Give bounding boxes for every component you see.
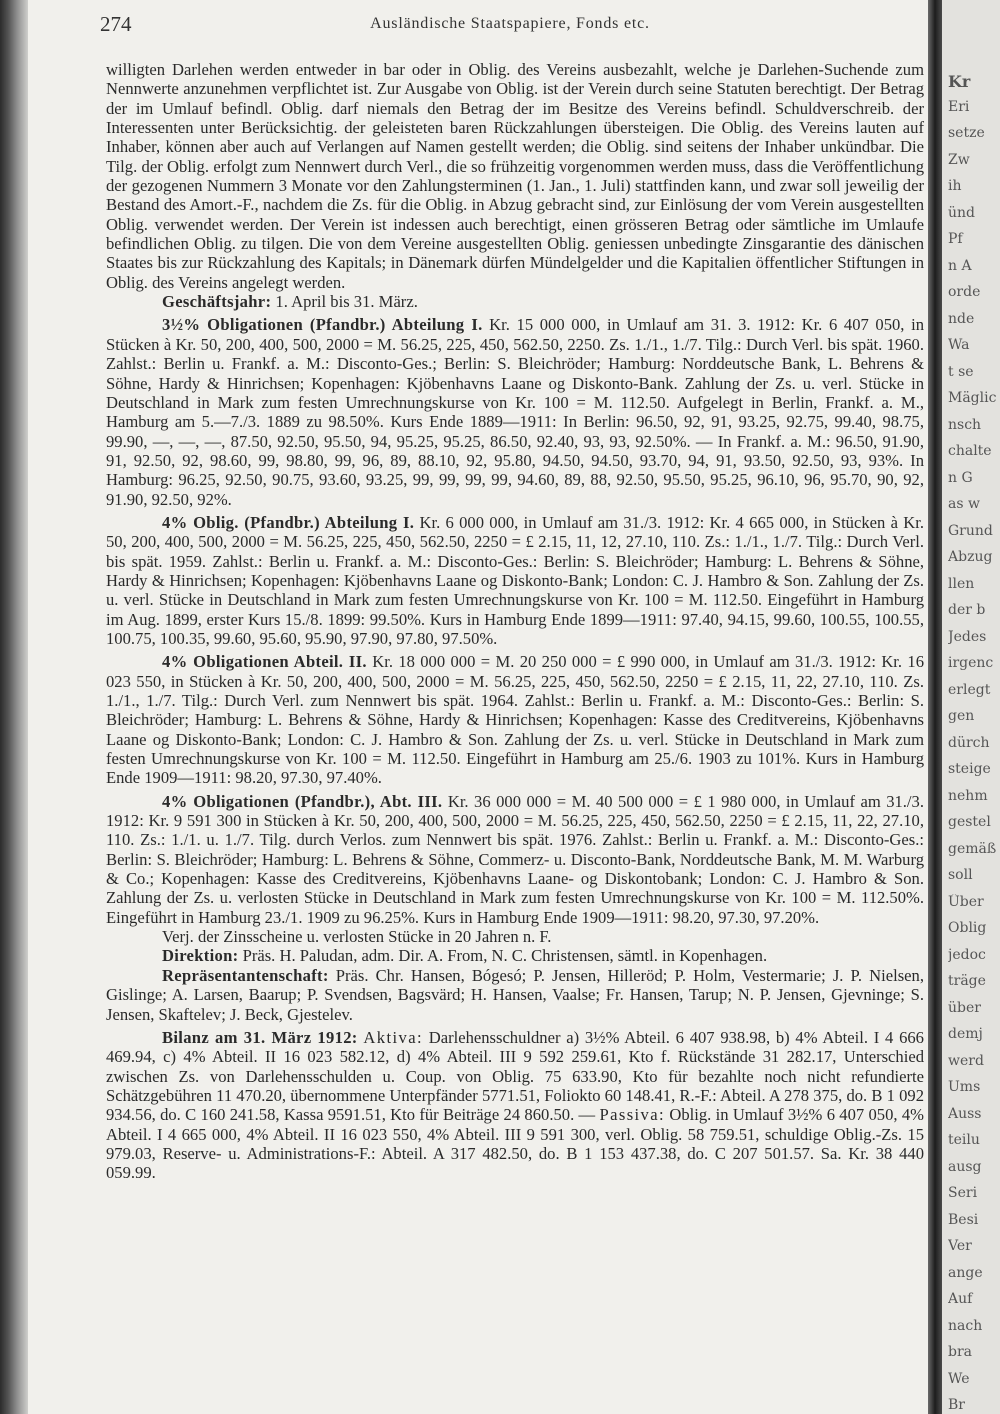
direktion-label: Direktion: — [162, 946, 239, 966]
adjacent-page-fragment: Oblig — [948, 920, 987, 936]
section-heading: 3½% Obligationen (Pfandbr.) Abteilung I. — [162, 315, 483, 335]
aktiva-label: Aktiva: — [363, 1027, 423, 1047]
adjacent-page-fragment: ange — [948, 1264, 983, 1281]
geschaeftsjahr-text: 1. April bis 31. März. — [271, 292, 418, 312]
repraesentantenschaft-text: Präs. Chr. Hansen, Bógesó; P. Jensen, Hilleröd; P. Holm, Vestermarie; J. P. Nielsen, Gislinge; A. Larsen, Baarup; P. Svendsen, Bagsvärd; H. Hansen, Vaalse; Fr. Hansen, Tarup; N. P. Jensen, Gjevninge; S. Jensen, Skaftelev; J. Beck, Gjestelev. — [106, 965, 924, 1024]
adjacent-page-fragment: gemäß — [948, 840, 997, 857]
adjacent-page-fragment: irgenc — [948, 655, 994, 671]
running-title: Ausländische Staatspapiere, Fonds etc. — [370, 15, 650, 32]
adjacent-page-fragment: as w — [948, 496, 980, 512]
intro-paragraph — [106, 60, 924, 292]
adjacent-page-fragment: bra — [948, 1344, 973, 1360]
adjacent-page-fragment: werd — [948, 1052, 984, 1069]
adjacent-page-fragment: jedoc — [948, 946, 986, 963]
adjacent-page-fragment: Kr — [948, 72, 971, 91]
adjacent-page-fragment: Jedes — [948, 628, 987, 645]
adjacent-page-fragment: Br — [948, 1397, 965, 1413]
adjacent-page-fragment: setze — [948, 125, 985, 141]
adjacent-page-fragment: llen — [948, 575, 975, 592]
repraesentantenschaft-paragraph — [106, 966, 924, 1024]
book-gutter — [928, 0, 942, 1414]
section-text: Kr. 18 000 000 = M. 20 250 000 = £ 990 000, in Umlauf am 31./3. 1912: Kr. 16 023 550, in Stücken à Kr. 50, 200, 400, 500, 2000 = M. 56.25, 225, 450, 562.50, 2250 = £ 2.15, 11, 22, 27.10, 110. Zs. 1./1., 1./7. Tilg.: Durch Verl. zum Nennwert bis spät. 1964. Zahlst.: Berlin u. Frankf. a. M.: Disconto-Ges.: Berlin: S. Bleichröder; Hamburg: L. Behrens & Söhne, Hardy & Hinrichsen; Kopenhagen: Kasse des Creditvereins, Kjöbenhavns Laane og Diskonto-Bank; London: C. J. Hambro & Son. Zahlung der Zs. u. verl. Stücke in Deutschland in Mark zum festen Umrechnungskurse von Kr. 100 = M. 112.50. Eingeführt in Hamburg am 25./6. 1903 zu 101%. Kurs in Hamburg Ende 1909—1911: 98.20, 97.30, 97.40%. — [106, 652, 925, 788]
adjacent-page-fragment: chalte — [948, 443, 992, 459]
adjacent-page-fragment: Eri — [948, 98, 970, 115]
adjacent-page-fragment: nach — [948, 1317, 983, 1334]
adjacent-page-fragment: Ver — [948, 1238, 972, 1254]
section-text: Kr. 15 000 000, in Umlauf am 31. 3. 1912: Kr. 6 407 050, in Stücken à Kr. 50, 200, 400, 500, 2000 = M. 56.25, 225, 450, 562.50, 2250. Zs. 1./1., 1./7. Tilg.: Durch Verl. bis spät. 1960. Zahlst.: Berlin u. Frankf. a. M.: Disconto-Ges.; Berlin: S. Bleichröder; Hamburg: Norddeutsche Bank, L. Behrens & Söhne, Hardy & Hinrichsen; Kopenhagen: Kjöbenhavns Laane og Diskonto-Bank. Zahlung der Zs. u. verl. Stücke in Deutschland in Mark zum festen Umrechnungskurse von Kr. 100 = M. 112.50. Aufgelegt in Berlin, Frankf. a. M., Hamburg am 5.—7./3. 1889 zu 98.50%. Kurs Ende 1889—1911: In Berlin: 96.50, 92, 91, 93.25, 92.75, 99.40, 98.75, 99.90, —, —, —, 87.50, 92.50, 95.50, 94, 95.25, 95.25, 86.50, 92.40, 93, 93, 92.50%. — In Frankf. a. M.: 96.50, 91.90, 91, 92.50, 92, 98.60, 99, 98.80, 99, 96, 89, 88.10, 92, 95.80, 94.50, 94.50, 93.70, 94, 91, 93.50, 92.50, 93, 93%. In Hamburg: 96.25, 92.50, 90.75, 93.60, 93.25, 99, 99, 99, 99, 94.60, 89, 88, 92.50, 95.50, 95.25, 96.10, 96, 95.70, 90, 92, 91.90, 92.50, 92%. — [106, 315, 924, 509]
adjacent-page-fragment: Zw — [948, 151, 970, 168]
adjacent-page-fragment: We — [948, 1370, 970, 1387]
adjacent-page-fragment: ünd — [948, 204, 975, 221]
adjacent-page-fragment: nsch — [948, 416, 982, 433]
bilanz-label: Bilanz am 31. März 1912: — [162, 1027, 358, 1047]
adjacent-page-fragment: der b — [948, 602, 986, 618]
section-paragraph — [106, 315, 924, 508]
bilanz-paragraph — [106, 1028, 924, 1183]
page-header — [100, 12, 920, 40]
adjacent-page-fragment: Auss — [948, 1105, 982, 1122]
adjacent-page-fragment: gestel — [948, 814, 991, 830]
page-left-edge — [0, 0, 28, 1414]
adjacent-page-fragment: Pf — [948, 231, 963, 247]
adjacent-page-fragment: über — [948, 999, 981, 1016]
adjacent-page-fragment: Ums — [948, 1079, 981, 1095]
repraesentantenschaft-label: Repräsentantenschaft: — [162, 965, 329, 985]
adjacent-page-fragment: Abzug — [948, 549, 993, 565]
body-text — [106, 60, 924, 1183]
adjacent-page-fragment: t se — [948, 363, 974, 380]
adjacent-page-fragment: ih — [948, 178, 962, 194]
adjacent-page-fragment: n G — [948, 469, 973, 486]
adjacent-page-fragment: dürch — [948, 734, 990, 751]
page-number: 274 — [100, 12, 132, 36]
passiva-label: Passiva: — [599, 1105, 666, 1125]
adjacent-page-fragment: Auf — [948, 1291, 973, 1307]
adjacent-page-fragment: nde — [948, 310, 975, 327]
section-heading: 4% Obligationen (Pfandbr.), Abt. III. — [162, 791, 443, 811]
adjacent-page-fragment: soll — [948, 867, 973, 883]
adjacent-page-fragment: teilu — [948, 1132, 980, 1148]
direktion-paragraph — [106, 946, 924, 965]
adjacent-page-fragment: Grund — [948, 522, 993, 539]
adjacent-page-fragment: Über — [948, 893, 984, 910]
verjaehrung-paragraph — [106, 927, 924, 946]
passiva-text: Oblig. in Umlauf 3½% 6 407 050, 4% Abteil. I 4 665 000, 4% Abteil. II 16 023 550, 4% Abteil. III 9 591 300, verl. Oblig. 58 759.51, schuldige Oblig.-Zs. 15 979.03, Reserve- u. Administrations-F.: Abteil. A 317 482.50, do. B 1 153 437.38, do. C 207 501.57. Sa. Kr. 38 440 059.99. — [106, 1105, 924, 1183]
adjacent-page-fragment: erlegt — [948, 681, 991, 698]
adjacent-page-fragment: träge — [948, 973, 986, 989]
intro-text: willigten Darlehen werden entweder in bar oder in Oblig. des Vereins ausbezahlt, welche je Darlehen-Suchende zum Nennwerte anzunehmen verpflichtet ist. Zur Ausgabe von Oblig. ist der Verein durch seine Statuten berechtigt. Der Betrag der im Umlauf befindl. Oblig. darf niemals den Betrag der im Besitze des Vereins befindl. Schuldverschreib. der Interessenten unter Berücksichtig. der geleisteten baren Rückzahlungen übersteigen. Die Oblig. des Vereins lauten auf Inhaber, können aber auch auf Verlangen auf Namen gestellt werden; die Oblig. sind seitens der Inhaber unkündbar. Die Tilg. der Oblig. erfolgt zum Nennwert durch Verl., die so frühzeitig vorgenommen werden muss, dass die Veröffentlichung der gezogenen Nummern 3 Monate vor den Zahlungsterminen (1. Jan., 1. Juli) stattfinden kann, und zwar soll jeweilig der Bestand des Amort.-F., nachdem die Zs. für die Oblig. in Abzug gebracht sind, zur Einlösung der vom Verein ausgestellten Oblig. verwendet werden. Der Verein ist indessen auch berechtigt, einen grösseren Betrag oder sämtliche im Umlaufe befindlichen Oblig. zu tilgen. Die von dem Vereine ausgestellten Oblig. geniessen unbedingte Zinsgarantie des dänischen Staates bis zur Rückzahlung des Kapitals; in Dänemark dürfen Mündelgelder und die Kapitalien öffentlicher Stiftungen in Oblig. des Vereins angelegt werden. — [106, 60, 924, 292]
adjacent-page-fragment: nehm — [948, 787, 988, 804]
verjaehrung-text: Verj. der Zinsscheine u. verlosten Stücke in 20 Jahren n. F. — [162, 927, 552, 947]
geschaeftsjahr-label: Geschäftsjahr: — [162, 292, 272, 312]
adjacent-page-fragment: Seri — [948, 1185, 978, 1201]
adjacent-page-fragment: orde — [948, 284, 981, 300]
section-paragraph — [106, 652, 924, 787]
section-text: Kr. 6 000 000, in Umlauf am 31./3. 1912: Kr. 4 665 000, in Stücken à Kr. 50, 200, 400, 500, 2000 = M. 56.25, 225, 450, 562.50, 2250 = £ 2.15, 11, 12, 27.10, 110. Zs.: 1./1., 1./7. Tilg.: Durch Verl. bis spät. 1959. Zahlst.: Berlin u. Frankf. a. M.: Disconto-Ges.: Berlin: S. Bleichröder; Hamburg: L. Behrens & Söhne, Hardy & Hinrichsen; Kopenhagen: Kjöbenhavns Laane og Diskonto-Bank; London: C. J. Hambro & Son. Zahlung der Zs. u. verl. Stücke in Deutschland in Mark zum festen Umrechnungskurse von Kr. 100 = M. 112.50. Eingeführt in Hamburg im Aug. 1899, erster Kurs 15./8. 1899: 99.50%. Kurs in Hamburg Ende 1899—1911: 97.40, 94.15, 99.60, 100.55, 100.55, 100.75, 100.35, 99.60, 95.60, 95.90, 97.90, 97.80, 97.50%. — [106, 512, 924, 648]
adjacent-page-fragment: Besi — [948, 1211, 979, 1228]
direktion-text: Präs. H. Paludan, adm. Dir. A. From, N. C. Christensen, sämtl. in Kopenhagen. — [238, 946, 768, 966]
adjacent-page-fragment: demj — [948, 1026, 983, 1042]
adjacent-page-fragment: Wa — [948, 337, 970, 353]
adjacent-page-fragment: steige — [948, 761, 991, 777]
adjacent-page-fragment: ausg — [948, 1158, 982, 1175]
adjacent-page-strip — [942, 0, 1000, 1414]
section-heading: 4% Obligationen Abteil. II. — [162, 652, 367, 672]
section-heading: 4% Oblig. (Pfandbr.) Abteilung I. — [162, 512, 415, 532]
section-paragraph — [106, 792, 924, 927]
section-text: Kr. 36 000 000 = M. 40 500 000 = £ 1 980 000, in Umlauf am 31./3. 1912: Kr. 9 591 300 in Stücken à Kr. 50, 200, 400, 500, 2000 = M. 56.25, 225, 450, 562.50, 2250 = £ 2.15, 11, 22, 27.10, 110. Zs.: 1./1. u. 1./7. Tilg. durch Verlos. zum Nennwert bis spät. 1976. Zahlst.: Berlin u. Frankf. a. M.: Disconto-Ges.: Berlin: S. Bleichröder; Hamburg: L. Behrens & Söhne, Commerz- u. Disconto-Bank, Norddeutsche Bank, M. M. Warburg & Co.; Kopenhagen: Kasse des Creditvereins, Kjöbenhavns Laane- og Diskontobank; London: C. J. Hambro & Son. Zahlung der Zs. u. verlosten Stücke in Deutschland in Mark zum festen Umrechnungskurse von Kr. 100 = M. 112.50%. Eingeführt in Hamburg 23./1. 1909 zu 96.25%. Kurs in Hamburg Ende 1909—1911: 98.20, 97.30, 97.20%. — [106, 791, 924, 927]
aktiva-text: Darlehensschuldner a) 3½% Abteil. 6 407 938.98, b) 4% Abteil. I 4 666 469.94, c) 4% Abteil. II 16 023 582.12, d) 4% Abteil. III 9 592 259.61, Kto f. Rückstände 31 282.17, Unterschied zwischen Zs. von Darlehensschulden u. Coup. von Oblig. 75 633.90, Kto für bezahlte noch nicht refundierte Schätzgebühren 11 470.20, übernommene Unterpfänder 5771.51, Foliokto 60 148.41, R.-F.: Abteil. A 278 375, do. B 1 092 934.56, do. C 160 241.58, Kassa 9591.51, Kto für Beiträge 24 860.50. — — [106, 1027, 924, 1125]
section-paragraph — [106, 513, 924, 648]
adjacent-page-fragment: gen — [948, 708, 975, 724]
adjacent-page-fragment: n A — [948, 257, 972, 274]
adjacent-page-fragment: Mäglic — [948, 390, 997, 406]
geschaeftsjahr-paragraph — [106, 292, 924, 311]
